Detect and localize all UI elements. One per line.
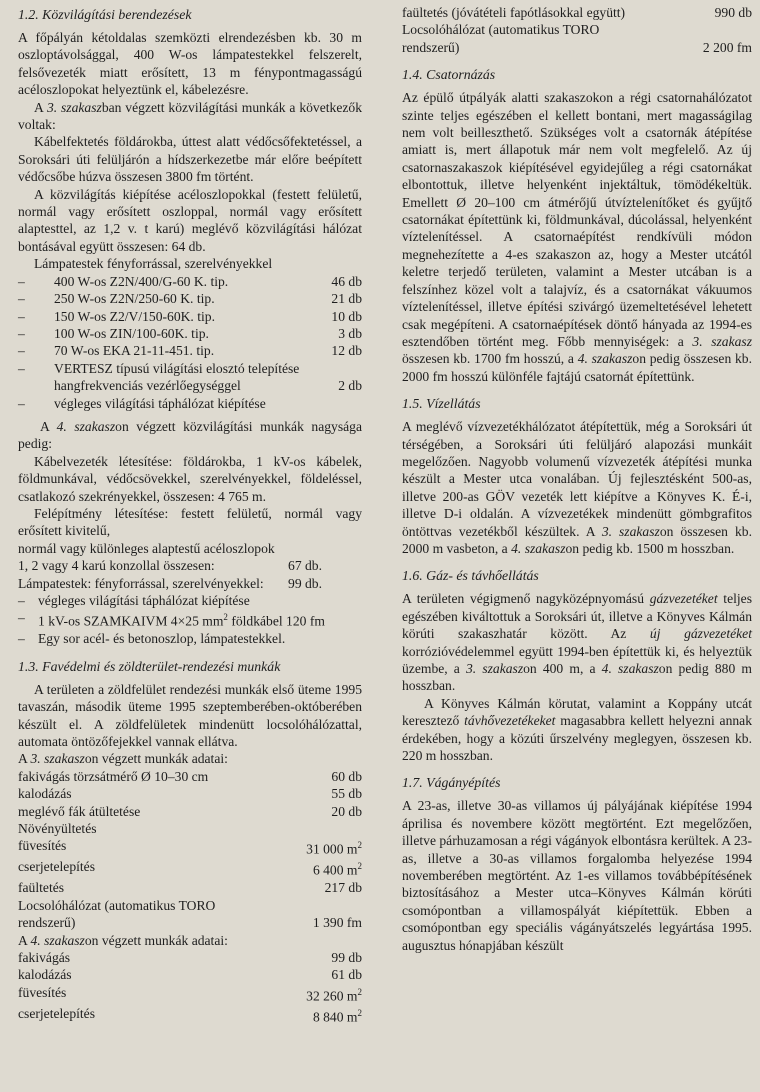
list-item: – 70 W-os EKA 21-11-451. tip. 12 db [18, 343, 362, 359]
section-1-3-title: 1.3. Favédelmi és zöldterület-rendezési munkák [18, 658, 281, 674]
left-column [18, 4, 362, 1026]
list-item: – Egy sor acél- és betonoszlop, lámpatestekkel. [18, 631, 286, 647]
paragraph: A területen a zöldfelület rendezési munkák első üteme 1995 tavaszán, második üteme 1995 szeptemberében-októberében készült el. A zöldfelületek mindenütt locsolóhálózattal, automata öntözőfejekkel vannak ellátva. [18, 681, 362, 749]
data-row: rendszerű) 1 390 fm [18, 915, 362, 931]
subheading: A 4. szakaszon végzett munkák adatai: [18, 932, 228, 948]
data-row: fakivágás törzsátmérő Ø 10–30 cm 60 db [18, 768, 362, 784]
data-row: cserjetelepítés 8 840 $m^2$ [18, 1005, 362, 1025]
data-row: faültetés 217 db [18, 880, 362, 896]
paragraph: normál vagy különleges alaptestű acéloszlopok [18, 540, 275, 556]
list-item: – 150 W-os Z2/V/150-60K. tip. 10 db [18, 308, 362, 324]
list-item: – végleges világítási táphálózat kiépítése [18, 593, 250, 608]
lamp-heading: Lámpatestek fényforrással, szerelvényekkel [34, 256, 273, 272]
paragraph: Az épülő útpályák alatti szakaszokon a régi csatornahálózatot szinte teljes egészében el kellett bontani, mert magasságilag nem volt beilleszthető. Szükséges volt a csatornák átépítése amiatt is, mert állapotuk már nem volt megfelelő. Az új csatornaszakaszok kiépítésével egyidejűleg a régi csatornákat elbontottuk, illetve helyenként injektáltuk, tömödékeltük. Emellett Ø 20–100 cm átmérőjű útvíztelenítőket és gyűjtő csatornákat építettünk ki, földmunkával, dúcolással, helyenként víztelenítéssel. A csatornaépítést rendkívüli módon megnehezítette a 4-es szakaszon az, hogy a Mester utcától keletre terjedő területen, valamint a Mester utcában is a felszínhez közel volt a talajvíz, és a csatornákat vákuumos víztelenítéssel, illetve építési szivárgó üzemeltetésével lehetett csak megépíteni. A csatornaépítések döntő hányada az 1994-es esztendőben történt meg. Főbb mennyiségek: a 3. szakasz összesen kb. 1700 fm hosszú, a 4. szakaszon pedig összesen kb. 2000 fm hosszú különféle fajtájú csatornát építettünk. [402, 90, 752, 384]
paragraph: Felépítmény létesítése: festett felületű, normál vagy erősített kivitelű, [18, 505, 362, 539]
list-item: – 250 W-os Z2N/250-60 K. tip. 21 db [18, 291, 362, 307]
data-row: meglévő fák átültetése 20 db [18, 803, 362, 819]
paragraph: A 23-as, illetve 30-as villamos új pályájának kiépítése 1994 áprilisa és novembere között megtörtént. Ezt megelőzően, illetve párhuzamosan a régi vágányok elbontásra kerültek. A 23-as, illetve a 30-as villamos forgalomba helyezése 1994 novemberében megtörtént. Az 1-es villamos továbbépítésének biztosításához a Mester utca–Könyves Kálmán körúti csomópontban a villamospályát kiépítettük. Ebben a csomópontban egy speciális vágányátszelés legyártása 1995. augusztus hónapjában készült [402, 798, 752, 953]
data-row: fakivágás 99 db [18, 949, 362, 965]
lamp-list [18, 273, 362, 412]
paragraph: A főpályán kétoldalas szemközti elrendezésben kb. 30 m oszloptávolsággal, 400 W-os lámpatestekkel felszerelt, felsővezeték miatt erősített, 13 m fénypontmagasságú acéloszlopokat helyeztünk el, kábelezésre. [18, 30, 362, 98]
section-1-6-title: 1.6. Gáz- és távhőellátás [402, 568, 539, 584]
list-item-continued: hangfrekvenciás vezérlőegységgel 2 db [54, 378, 362, 394]
section-1-7-title: 1.7. Vágányépítés [402, 775, 501, 791]
right-column [402, 4, 752, 954]
section-1-2-title: 1.2. Közvilágítási berendezések [18, 7, 192, 22]
subheading: A 3. szakaszon végzett munkák adatai: [18, 751, 228, 767]
paragraph: A 4. szakaszon végzett közvilágítási munkák nagysága pedig: [18, 418, 362, 452]
section-1-4-title: 1.4. Csatornázás [402, 67, 496, 83]
paragraph: Kábelvezeték létesítése: földárokba, 1 kV-os kábelek, földmunkával, védőcsövekkel, szerelvényekkel, földeléssel, csatlakozó szekrényekkel, összesen: 4 765 m. [18, 453, 362, 504]
paragraph: A meglévő vízvezetékhálózatot átépítettük, még a Soroksári út térségében, a Soroksári úti felüljáró alapozási munkáit megelőzően. Nagyobb volumenű vízvezeték átépítési munka készült a Mester utca vonalában. Új fejlesztésként 500-as, illetve 200-as GÖV vezeték lett kiépítve a Könyves K. É-i, illetve D-i oldalán. A vízvezetékek mindenütt gömbgrafitos öntöttvas vezetékből készültek. A 3. szakaszon összesen kb. 2000 m vasbeton, a 4. szakaszon pedig kb. 1500 m hosszban. [402, 419, 752, 556]
data-row: 1, 2 vagy 4 karú konzollal összesen: 67 db. [18, 558, 322, 574]
data-row: füvesítés 32 260 $m^2$ [18, 984, 362, 1004]
list-item: – VERTESZ típusú világítási elosztó telepítése [18, 360, 300, 376]
data-row: füvesítés 31 000 $m^2$ [18, 838, 362, 857]
paragraph: A 3. szakaszban végzett közvilágítási munkák a következők voltak: [18, 99, 362, 133]
data-row: kalodázás 55 db [18, 786, 362, 802]
data-row: cserjetelepítés 6 400 $m^2$ [18, 859, 362, 878]
paragraph: Locsolóhálózat (automatikus TORO [402, 22, 600, 38]
list-item: – 1 kV-os SZAMKAIVM 4×25 $mm^2$ földkábel 120 fm [18, 610, 325, 629]
paragraph: Kábelfektetés földárokba, úttest alatt védőcsőfektetéssel, a Soroksári úti felüljárón a hídszerkezetbe már előre beépített védőcsőbe húzva összesen 3800 fm történt. [18, 134, 362, 185]
section-1-5-title: 1.5. Vízellátás [402, 396, 481, 412]
list-item: – 400 W-os Z2N/400/G-60 K. tip. 46 db [18, 273, 362, 289]
subheading: Növényültetés [18, 821, 97, 836]
list-item: – 100 W-os ZIN/100-60K. tip. 3 db [18, 325, 362, 341]
paragraph: A közvilágítás kiépítése acéloszlopokkal (festett felületű, normál vagy erősített oszloppal, normál vagy erősített alaptesttel, az 1,2 v. t karú) meglévő közvilágítási hálózat bontásával együtt összesen: 64 db. [18, 186, 362, 254]
paragraph: A Könyves Kálmán körutat, valamint a Koppány utcát keresztező távhővezetékeket magasabbra kellett helyezni annak érdekében, hogy a közúti űrszelvény meglegyen, összesen kb. 220 m hosszban. [402, 695, 752, 764]
paragraph: Locsolóhálózat (automatikus TORO [18, 897, 216, 913]
paragraph: A területen végigmenő nagyközépnyomású gázvezetéket teljes egészében kiváltottuk a Soroksári út, illetve a Könyves Kálmán körúti szakaszhatár között. Az új gázvezetéket korrózióvédelemmel együtt 1994-ben építettük ki, és helyeztük üzembe, a 3. szakaszon 400 m, a 4. szakaszon pedig 880 m hosszban. [402, 591, 752, 694]
data-row: faültetés (jóvátételi fapótlásokkal együtt) 990 db [402, 5, 752, 20]
data-row: kalodázás 61 db [18, 967, 362, 983]
data-row: Lámpatestek: fényforrással, szerelvényekkel: 99 db. [18, 575, 322, 591]
data-row: rendszerű) 2 200 fm [402, 39, 752, 55]
list-item: – végleges világítási táphálózat kiépítése [18, 395, 266, 411]
